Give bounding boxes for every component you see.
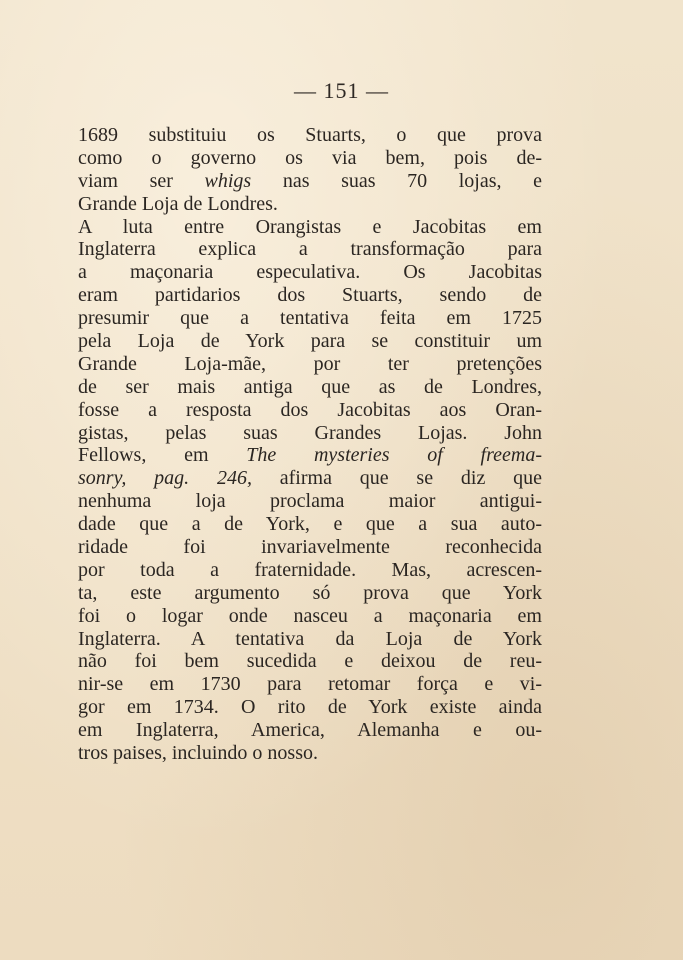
body-text — [78, 124, 542, 765]
text-line: por toda a fraternidade. Mas, acrescen- — [78, 558, 542, 581]
text-line: 1689 substituiu os Stuarts, o que prova — [78, 124, 542, 146]
text-line: nir-se em 1730 para retomar força e vi- — [78, 673, 542, 696]
text-line: como o governo os via bem, pois de- — [78, 146, 542, 169]
text-line: Inglaterra. A tentativa da Loja de York — [78, 627, 542, 650]
text-line: gistas, pelas suas Grandes Lojas. John — [78, 421, 542, 444]
text-line: Inglaterra explica a transformação para — [78, 238, 542, 261]
text-line: não foi bem sucedida e deixou de reu- — [78, 650, 542, 673]
text-line: eram partidarios dos Stuarts, sendo de — [78, 284, 542, 307]
text-line: tros paises, incluindo o nosso. — [78, 742, 318, 765]
text-segment: nas suas 70 lojas, e — [251, 169, 542, 192]
page-number: — 151 — — [294, 78, 389, 103]
italic-title: sonry, pag. 246, — [78, 467, 252, 490]
text-line: em Inglaterra, America, Alemanha e ou- — [78, 719, 542, 742]
text-segment: viam ser — [78, 169, 205, 192]
text-line: ridade foi invariavelmente reconhecida — [78, 536, 542, 559]
text-line: Grande Loja de Londres. — [78, 192, 278, 215]
italic-title: The mysteries of freema- — [246, 444, 542, 467]
text-line — [78, 467, 542, 490]
text-line: ta, este argumento só prova que York — [78, 581, 542, 604]
text-line — [78, 170, 542, 193]
italic-term: whigs — [204, 169, 252, 192]
text-line: fosse a resposta dos Jacobitas aos Oran- — [78, 398, 542, 421]
text-line: Grande Loja-mãe, por ter pretenções — [78, 352, 542, 375]
text-line: gor em 1734. O rito de York existe ainda — [78, 696, 542, 719]
text-line: pela Loja de York para se constituir um — [78, 330, 542, 353]
text-line — [78, 444, 542, 467]
text-segment: Fellows, em — [78, 444, 247, 467]
text-line: A luta entre Orangistas e Jacobitas em — [78, 215, 542, 238]
text-line: nenhuma loja proclama maior antigui- — [78, 490, 542, 513]
text-line: foi o logar onde nasceu a maçonaria em — [78, 604, 542, 627]
text-line: de ser mais antiga que as de Londres, — [78, 375, 542, 398]
text-line: dade que a de York, e que a sua auto- — [78, 513, 542, 536]
text-line: presumir que a tentativa feita em 1725 — [78, 307, 542, 330]
text-segment: afirma que se diz que — [251, 467, 542, 490]
text-line: a maçonaria especulativa. Os Jacobitas — [78, 261, 542, 284]
